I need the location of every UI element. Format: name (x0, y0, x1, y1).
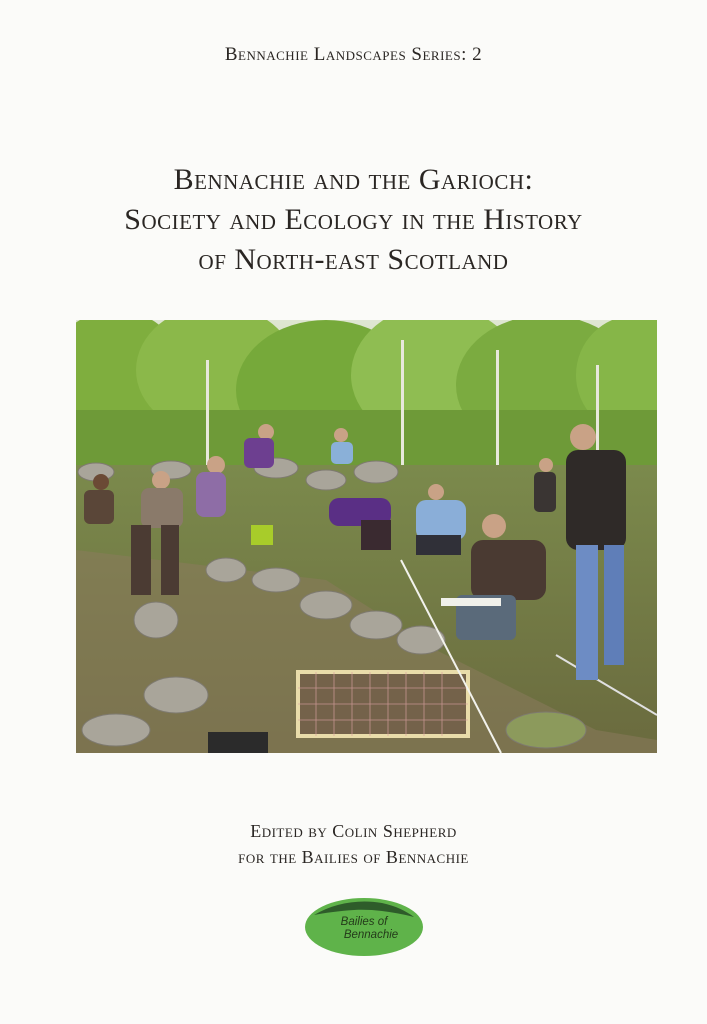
excavation-photo-icon (76, 320, 657, 753)
book-title-line-1: Bennachie and the Garioch: (173, 163, 534, 196)
tree-line (76, 320, 657, 470)
cover-photo (76, 320, 657, 753)
book-title-line-2: Society and Ecology in the History (124, 203, 583, 236)
survey-grid-frame (298, 672, 468, 736)
book-title-line-3: of North-east Scotland (198, 243, 509, 276)
logo-text (304, 916, 424, 942)
series-title: Bennachie Landscapes Series: 2 (224, 44, 483, 65)
book-title (0, 160, 707, 280)
editor-line-1: Edited by Colin Shepherd (250, 821, 457, 841)
logo-text-line-1: Bailies of (340, 916, 388, 928)
logo-text-line-2: Bennachie (343, 929, 399, 941)
editor-line-2: for the Bailies of Bennachie (238, 847, 469, 867)
editor-credit (0, 818, 707, 870)
